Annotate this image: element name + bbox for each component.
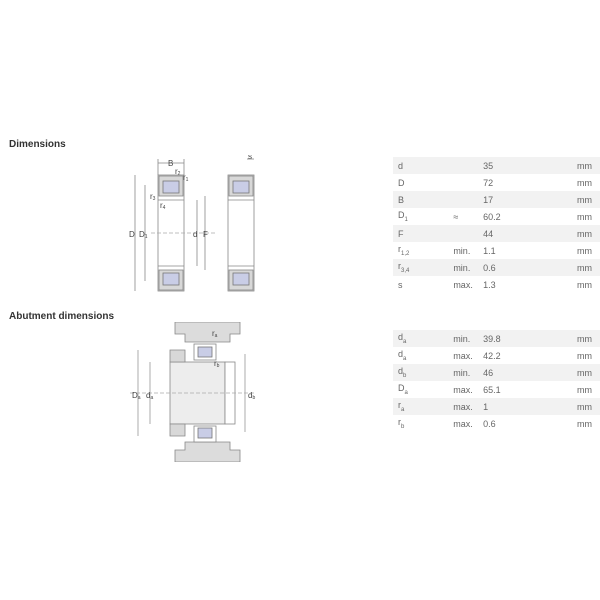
label-r3: r3 [150, 192, 156, 202]
param-unit: mm [577, 347, 600, 364]
param-qualifier: max. [453, 381, 483, 398]
abutment-drawing [130, 322, 265, 462]
param-unit: mm [577, 208, 600, 225]
dimension-row [393, 225, 600, 242]
label-s: s [248, 155, 252, 161]
abutment-row [393, 398, 600, 415]
param-value: 46 [483, 364, 577, 381]
dimension-row [393, 242, 600, 259]
bearing-dimensions-drawing [125, 155, 265, 295]
label-r4: r4 [160, 201, 166, 211]
dimension-row [393, 276, 600, 293]
param-unit: mm [577, 174, 600, 191]
param-qualifier: min. [453, 330, 483, 347]
param-unit: mm [577, 191, 600, 208]
param-symbol: $r_{3,4}$ [393, 259, 453, 276]
dimension-row [393, 157, 600, 174]
label-Da: Da [132, 391, 141, 401]
param-unit: mm [577, 242, 600, 259]
param-symbol: F [393, 225, 453, 242]
param-unit: mm [577, 276, 600, 293]
param-qualifier [453, 225, 483, 242]
label-r1: r1 [183, 173, 189, 183]
dimension-row [393, 208, 600, 225]
abutment-row [393, 330, 600, 347]
param-symbol: D [393, 174, 453, 191]
bearing-cross-section [135, 159, 215, 291]
abutment-row [393, 347, 600, 364]
param-value: 39.8 [483, 330, 577, 347]
param-symbol: $D_a$ [393, 381, 453, 398]
param-qualifier: ≈ [453, 208, 483, 225]
label-D1: D1 [139, 230, 148, 240]
param-qualifier: max. [453, 415, 483, 432]
param-symbol: B [393, 191, 453, 208]
param-value: 44 [483, 225, 577, 242]
param-qualifier [453, 174, 483, 191]
param-value: 72 [483, 174, 577, 191]
param-unit: mm [577, 398, 600, 415]
dimension-row [393, 259, 600, 276]
param-unit: mm [577, 381, 600, 398]
label-r2: r2 [175, 167, 181, 177]
param-qualifier: min. [453, 259, 483, 276]
param-value: 1.1 [483, 242, 577, 259]
param-symbol: s [393, 276, 453, 293]
housing-section [170, 322, 240, 462]
param-unit: mm [577, 415, 600, 432]
param-qualifier: min. [453, 242, 483, 259]
param-value: 42.2 [483, 347, 577, 364]
abutment-row [393, 415, 600, 432]
dimensions-table [393, 157, 600, 293]
param-unit: mm [577, 157, 600, 174]
dimensions-title: Dimensions [9, 139, 66, 150]
param-symbol: $d_a$ [393, 347, 453, 364]
bearing-side-section [228, 159, 254, 291]
param-qualifier: max. [453, 276, 483, 293]
dimension-row [393, 191, 600, 208]
param-unit: mm [577, 259, 600, 276]
param-symbol: $r_{1,2}$ [393, 242, 453, 259]
param-unit: mm [577, 225, 600, 242]
param-symbol: d [393, 157, 453, 174]
param-value: 1.3 [483, 276, 577, 293]
label-ra: ra [212, 329, 218, 339]
param-qualifier [453, 157, 483, 174]
label-rb: rb [214, 359, 220, 369]
abutment-row [393, 381, 600, 398]
dimension-row [393, 174, 600, 191]
param-qualifier: max. [453, 398, 483, 415]
label-B: B [168, 159, 174, 168]
param-symbol: $d_b$ [393, 364, 453, 381]
label-da: da [146, 391, 154, 401]
param-value: 65.1 [483, 381, 577, 398]
param-unit: mm [577, 364, 600, 381]
param-symbol: $r_a$ [393, 398, 453, 415]
param-qualifier: max. [453, 347, 483, 364]
label-D: D [129, 230, 135, 239]
param-value: 1 [483, 398, 577, 415]
param-value: 35 [483, 157, 577, 174]
abutment-table [393, 330, 600, 432]
param-unit: mm [577, 330, 600, 347]
param-qualifier: min. [453, 364, 483, 381]
label-db: db [248, 391, 256, 401]
abutment-title: Abutment dimensions [9, 311, 115, 322]
label-d: d [193, 230, 198, 239]
abutment-row [393, 364, 600, 381]
param-value: 17 [483, 191, 577, 208]
param-symbol: $d_a$ [393, 330, 453, 347]
param-value: 60.2 [483, 208, 577, 225]
param-value: 0.6 [483, 259, 577, 276]
param-symbol: $D_1$ [393, 208, 453, 225]
label-F: F [203, 230, 208, 239]
param-value: 0.6 [483, 415, 577, 432]
param-qualifier [453, 191, 483, 208]
param-symbol: $r_b$ [393, 415, 453, 432]
